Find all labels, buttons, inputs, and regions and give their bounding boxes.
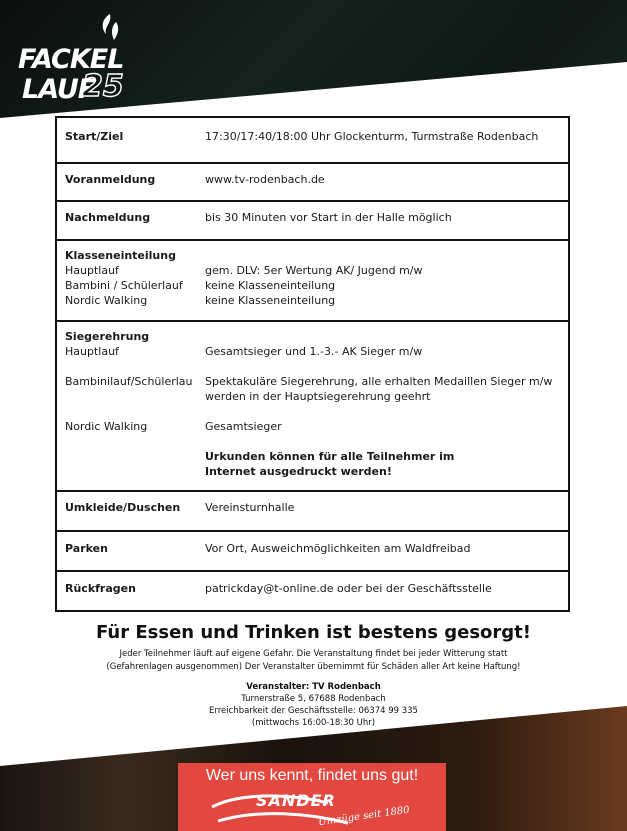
row-label: Voranmeldung — [65, 173, 156, 186]
fackellauf-logo — [18, 12, 128, 112]
row-label: Nachmeldung — [65, 211, 151, 224]
sieger-label: Nordic Walking — [65, 420, 148, 433]
klassen-label: Nordic Walking — [65, 294, 148, 307]
table-row — [56, 491, 569, 531]
ad-brand: SANDER — [256, 791, 336, 810]
klassen-value: gem. DLV: 5er Wertung AK/ Jugend m/w — [205, 264, 423, 277]
row-value: www.tv-rodenbach.de — [205, 173, 325, 186]
row-value: Vereinsturnhalle — [205, 501, 295, 514]
row-value: patrickday@t-online.de oder bei der Geschäftsstelle — [205, 582, 492, 595]
klassen-label: Bambini / Schülerlauf — [65, 279, 183, 292]
headline: Für Essen und Trinken ist bestens gesorgt! — [95, 622, 531, 643]
logo-line-2: LAUF — [22, 74, 96, 105]
row-value: 17:30/17:40/18:00 Uhr Glockenturm, Turmstraße Rodenbach — [205, 130, 539, 143]
disclaimer-line: Jeder Teilnehmer läuft auf eigene Gefahr. Die Veranstaltung findet bei jeder Witterung statt — [119, 649, 508, 659]
klassen-value: keine Klasseneinteilung — [205, 279, 336, 292]
table-row — [56, 117, 569, 163]
klassen-value: keine Klasseneinteilung — [205, 294, 336, 307]
logo-line-1: FACKEL — [18, 44, 124, 75]
table-row-sieger — [56, 321, 569, 491]
sponsor-ad — [178, 763, 446, 831]
urkunden-note: Internet ausgedruckt werden! — [205, 465, 392, 478]
row-value: Vor Ort, Ausweichmöglichkeiten am Waldfreibad — [205, 542, 471, 555]
disclaimer-line: (Gefahrenlagen ausgenommen) Der Veranstalter übernimmt für Schäden aller Art keine Haftung! — [106, 662, 521, 672]
row-label: Rückfragen — [65, 582, 136, 595]
table-row — [56, 201, 569, 240]
ad-since: Umzüge seit 1880 — [317, 804, 411, 829]
sieger-value: Gesamtsieger — [205, 420, 282, 433]
organizer-block — [0, 681, 627, 729]
sieger-label: Hauptlauf — [65, 345, 119, 358]
klassen-label: Hauptlauf — [65, 264, 119, 277]
organizer-phone: Erreichbarkeit der Geschäftsstelle: 06374 99 335 — [209, 706, 418, 716]
row-label: Parken — [65, 542, 108, 555]
ad-slogan: Wer uns kennt, findet uns gut! — [205, 767, 419, 784]
organizer-title: Veranstalter: TV Rodenbach — [246, 682, 381, 692]
disclaimer — [60, 648, 567, 674]
table-row — [56, 163, 569, 201]
row-label: Start/Ziel — [65, 130, 124, 143]
sieger-label: Bambinilauf/Schülerlau — [65, 375, 193, 388]
sieger-value: Gesamtsieger und 1.-3.- AK Sieger m/w — [205, 345, 423, 358]
row-label: Umkleide/Duschen — [65, 501, 181, 514]
info-table — [55, 116, 570, 612]
organizer-hours: (mittwochs 16:00-18:30 Uhr) — [251, 718, 376, 728]
row-value: bis 30 Minuten vor Start in der Halle möglich — [205, 211, 452, 224]
table-row-klassen — [56, 240, 569, 321]
organizer-address: Turnerstraße 5, 67688 Rodenbach — [241, 694, 386, 704]
logo-year: 25 — [82, 69, 124, 104]
sieger-value: Spektakuläre Siegerehrung, alle erhalten Medaillen Sieger m/w — [205, 375, 553, 388]
urkunden-note: Urkunden können für alle Teilnehmer im — [205, 450, 455, 463]
sieger-value: werden in der Hauptsiegerehrung geehrt — [205, 390, 431, 403]
table-row — [56, 571, 569, 611]
table-row — [56, 531, 569, 571]
klassen-heading: Klasseneinteilung — [65, 249, 176, 262]
sieger-heading: Siegerehrung — [65, 330, 150, 343]
